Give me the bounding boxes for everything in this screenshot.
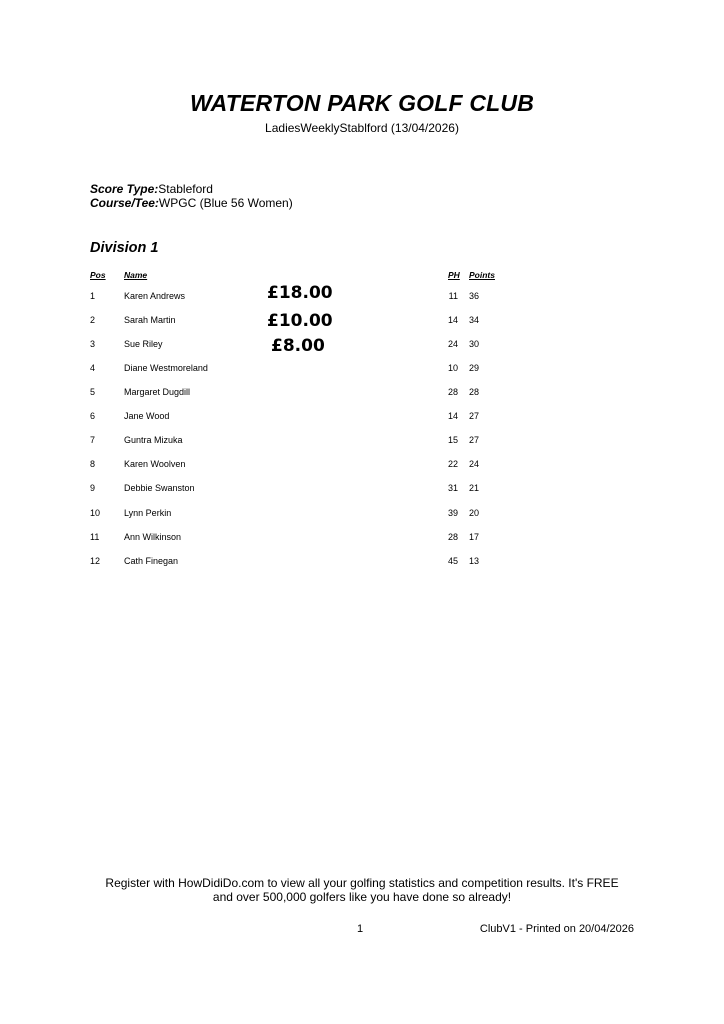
- row-ph: 14: [447, 411, 458, 421]
- row-ph: 10: [447, 363, 458, 373]
- row-name: Margaret Dugdill: [124, 387, 191, 397]
- row-name: Debbie Swanston: [124, 483, 195, 493]
- row-ph: 22: [447, 459, 458, 469]
- row-points: 30: [469, 339, 480, 349]
- page-number: 1: [357, 923, 364, 935]
- table-row: [0, 411, 724, 427]
- row-name: Lynn Perkin: [124, 508, 172, 518]
- row-name: Sarah Martin: [124, 315, 176, 325]
- row-name: Ann Wilkinson: [124, 532, 182, 542]
- row-ph: 45: [447, 556, 458, 566]
- table-row: [0, 363, 724, 379]
- table-row: [0, 339, 724, 355]
- division-title: Division 1: [90, 240, 159, 256]
- row-points: 34: [469, 315, 480, 325]
- row-ph: 28: [447, 532, 458, 542]
- row-ph: 24: [447, 339, 458, 349]
- row-pos: 11: [90, 532, 100, 542]
- row-pos: 3: [90, 339, 96, 349]
- course-tee-label: Course/Tee:: [90, 196, 159, 210]
- score-type-line: [90, 182, 213, 196]
- column-header-points: Points: [469, 270, 495, 280]
- row-pos: 4: [90, 363, 96, 373]
- row-points: 17: [469, 532, 480, 542]
- row-name: Jane Wood: [124, 411, 170, 421]
- row-pos: 10: [90, 508, 101, 518]
- row-name: Diane Westmoreland: [124, 363, 208, 373]
- row-name: Cath Finegan: [124, 556, 179, 566]
- prize-first: £18.00: [267, 283, 333, 303]
- column-header-ph: PH: [448, 270, 460, 280]
- table-row: [0, 459, 724, 475]
- score-type-label: Score Type:: [90, 182, 159, 196]
- club-title: WATERTON PARK GOLF CLUB: [189, 90, 535, 116]
- row-ph: 14: [447, 315, 458, 325]
- prize-third: £8.00: [271, 336, 325, 356]
- table-row: [0, 483, 724, 499]
- row-pos: 5: [90, 387, 96, 397]
- printed-stamp: ClubV1 - Printed on 20/04/2026: [479, 923, 634, 935]
- row-pos: 7: [90, 435, 96, 445]
- row-ph: 15: [447, 435, 458, 445]
- row-points: 13: [469, 556, 480, 566]
- row-pos: 1: [90, 291, 96, 301]
- row-name: Karen Woolven: [124, 459, 186, 469]
- row-points: 27: [469, 411, 480, 421]
- row-name: Karen Andrews: [124, 291, 186, 301]
- competition-subtitle: LadiesWeeklyStablford (13/04/2026): [265, 121, 459, 135]
- row-points: 21: [469, 483, 480, 493]
- row-points: 36: [469, 291, 480, 301]
- table-row: [0, 556, 724, 572]
- row-ph: 31: [447, 483, 458, 493]
- table-row: [0, 315, 724, 331]
- row-ph: 28: [447, 387, 458, 397]
- row-pos: 2: [90, 315, 96, 325]
- column-header-pos: Pos: [90, 270, 106, 280]
- row-pos: 9: [90, 483, 96, 493]
- table-row: [0, 387, 724, 403]
- score-type-value: Stableford: [158, 182, 213, 196]
- row-pos: 12: [90, 556, 101, 566]
- footer-register-notice: [0, 876, 724, 904]
- row-points: 28: [469, 387, 480, 397]
- row-points: 20: [469, 508, 480, 518]
- row-ph: 11: [448, 291, 458, 301]
- table-row: [0, 435, 724, 451]
- row-name: Sue Riley: [124, 339, 163, 349]
- row-name: Guntra Mizuka: [124, 435, 183, 445]
- row-points: 27: [469, 435, 480, 445]
- footer-line-1: Register with HowDidiDo.com to view all your golfing statistics and competition results. It's FREE: [105, 876, 619, 890]
- table-row: [0, 508, 724, 524]
- row-pos: 6: [90, 411, 96, 421]
- table-row: [0, 291, 724, 307]
- row-ph: 39: [447, 508, 458, 518]
- prize-second: £10.00: [267, 311, 333, 331]
- footer-line-2: and over 500,000 golfers like you have done so already!: [212, 890, 512, 904]
- row-points: 29: [469, 363, 480, 373]
- column-header-name: Name: [124, 270, 148, 280]
- table-row: [0, 532, 724, 548]
- row-pos: 8: [90, 459, 96, 469]
- row-points: 24: [469, 459, 480, 469]
- course-tee-value: WPGC (Blue 56 Women): [158, 196, 293, 210]
- course-tee-line: [90, 196, 293, 210]
